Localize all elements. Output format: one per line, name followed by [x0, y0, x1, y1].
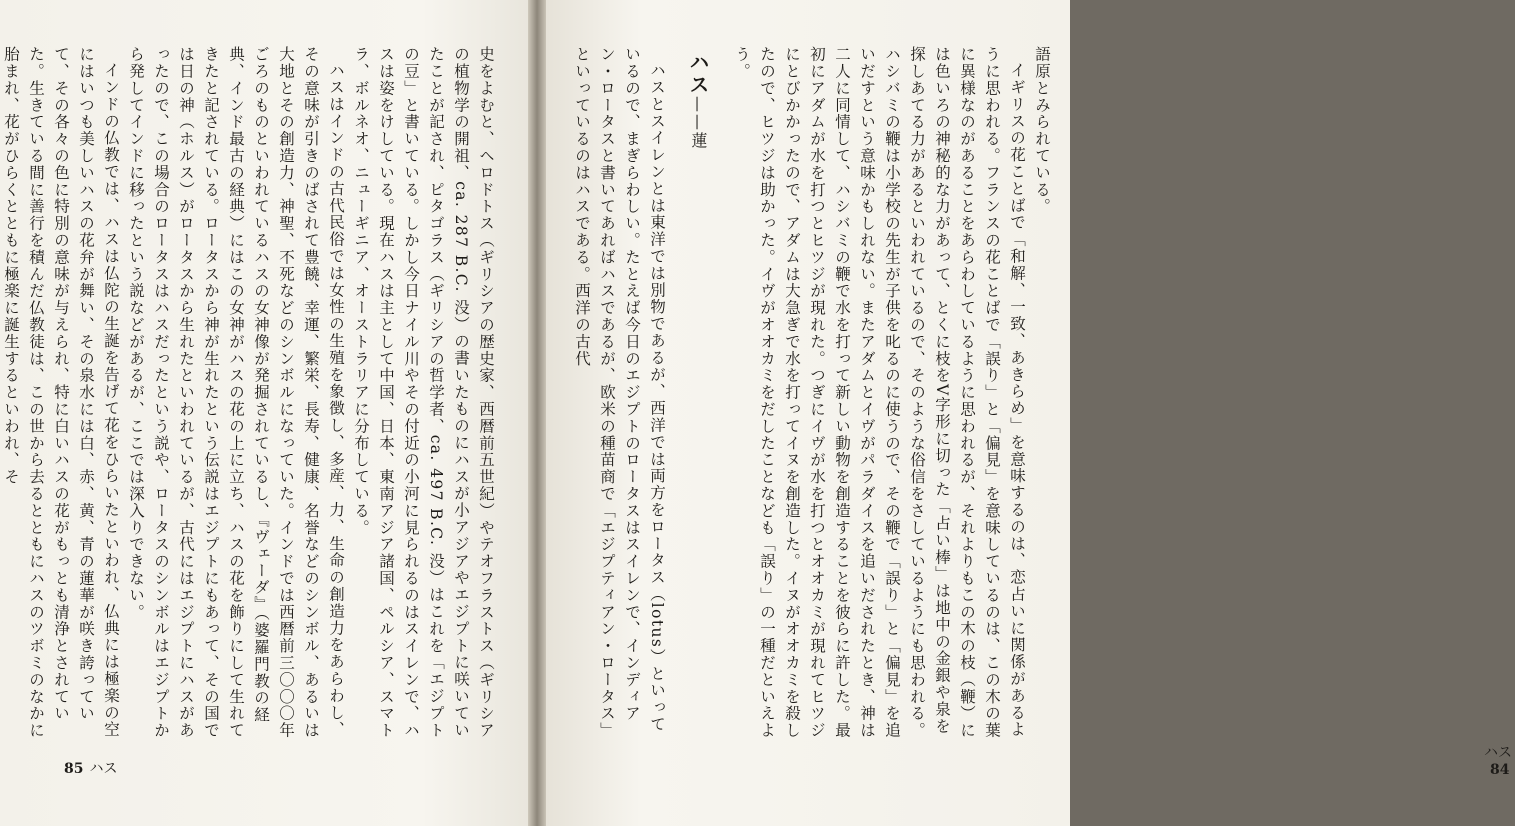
body-paragraph: ハスとスイレンとは東洋では別物であるが、西洋では両方をロータス（lotus）といっているので、まぎらわしい。たとえば今日のエジプトのロータスはスイレンで、インディアン・ロータスと書いてあればハスであるが、欧米の種苗商で「エジプティアン・ロータス」といっているのはハスである。西洋の古代	[573, 46, 666, 739]
body-paragraph: ハスはインドの古代民俗では女性の生殖を象徴し、多産、力、生命の創造力をあらわし、その意味が引きのばされて豊饒、幸運、繁栄、長寿、健康、名誉などのシンボル、あるいは大地とその創造力、神聖、不死などのシンボルになっていた。インドでは西暦前三〇〇〇年ごろのものといわれているハスの女神像が発掘されているし、『ヴェーダ』（婆羅門教の経典、インド最古の経典）にはこの女神がハスの花の上に立ち、ハスの花を飾りにして生れてきたと記されている。ロータスから神が生れたという伝説はエジプトにもあって、その国では日の神（ホルス）がロータスから生れたといわれているが、古代にはエジプトにハスがあったので、この場合のロータスはハスだったという説や、ロータスのシンボルはエジプトから発してインドに移ったという説などがあるが、ここでは深入りできない。	[127, 46, 345, 739]
section-heading-title: ハス	[686, 52, 710, 96]
body-paragraph: イギリスの花ことばで「和解、一致、あきらめ」を意味するのは、恋占いに関係があるように思われる。フランスの花ことばで「誤り」と「偏見」を意味しているのは、この木の葉に異様なのがあることをあらわしているように思われるが、それよりもこの木の枝（鞭）には色いろの神秘的な力があって、とくに枝をV字形に切った「占い棒」は地中の金銀や泉を探しあてる力があるといわれているので、そのような俗信をさしているようにも思われる。ハシバミの鞭は小学校の先生が子供を叱るのに使うので、その鞭で「誤り」と「偏見」を追いだすという意味かもしれない。またアダムとイヴがパラダイスを追いだされたとき、神は二人に同情して、ハシバミの鞭で水を打って新しい動物を創造することを彼らに許した。最初にアダムが水を打つとヒツジが現れた。つぎにイヴが水を打つとオオカミが現れてヒツジにとびかかったので、アダムは大急ぎで水を打ってイヌを創造した。イヌがオオカミを殺したので、ヒツジは助かった。イヴがオオカミをだしたことなども「誤り」の一種だといえよう。	[733, 46, 1026, 739]
left-page	[0, 0, 528, 826]
book-gutter	[528, 0, 546, 826]
right-page	[546, 0, 1512, 826]
body-paragraph: 語原とみられている。	[1033, 46, 1051, 215]
section-heading-subtitle: ——蓮	[689, 96, 708, 150]
body-paragraph: インドの仏教では、ハスは仏陀の生誕を告げて花をひらいたといわれ、仏典には極楽の空にはいつも美しいハスの花弁が舞い、その泉水には白、赤、黄、青の蓮華が咲き誇っていて、その各々の色に特別の意味が与えられ、特に白いハスの花がもっとも清浄とされていた。生きている間に善行を積んだ仏教徒は、この世から去るとともにハスのツボミのなかに胎まれ、花がひらくとともに極楽に誕生するといわれ、そ	[2, 46, 120, 739]
running-title: ハス	[89, 761, 118, 777]
page-number: 84	[1490, 762, 1510, 778]
body-paragraph: 史をよむと、ヘロドトス（ギリシアの歴史家、西暦前五世紀）やテオフラストス（ギリシアの植物学の開祖、ca. 287 B.C. 没）の書いたものにハスが小アジアやエジプトに咲いていたことが記され、ピタゴラス（ギリシアの哲学者、ca. 497 B.C. 没）はこれを「エジプトの豆」と書いている。しかし今日ナイル川やその付近の小河に見られるのはスイレンで、ハスは姿をけしている。現在ハスは主として中国、日本、東南アジア諸国、ペルシア、スマトラ、ボルネオ、ニューギニア、オーストラリアに分布している。	[352, 46, 495, 739]
section-heading	[685, 46, 711, 746]
right-page-body	[574, 46, 1054, 746]
left-folio	[58, 758, 117, 778]
page-number: 85	[64, 761, 84, 777]
right-folio	[1484, 742, 1515, 778]
running-title: ハス	[1484, 745, 1512, 761]
left-page-body	[2, 46, 498, 746]
